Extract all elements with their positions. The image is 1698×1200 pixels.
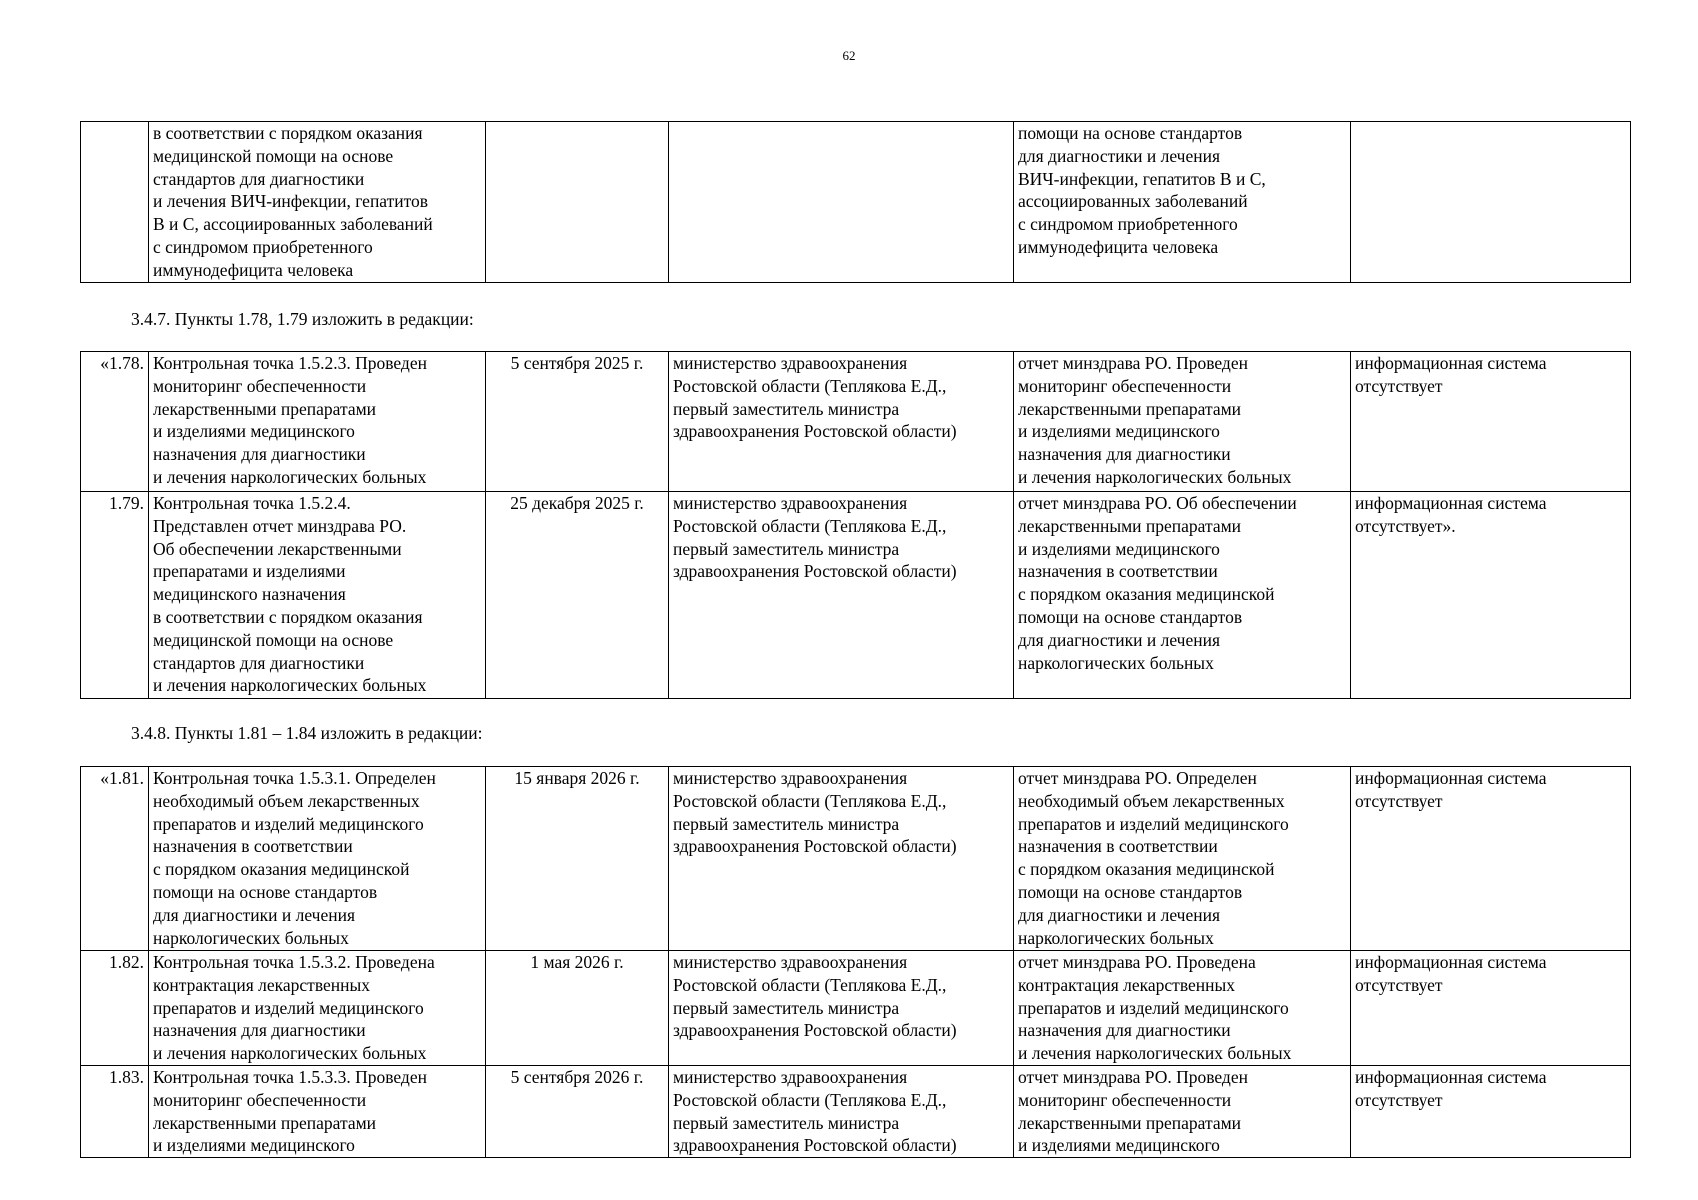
deadline-date: 1 мая 2026 г. [486, 951, 669, 1066]
table-row [81, 951, 1631, 1066]
deadline-date: 25 декабря 2025 г. [486, 492, 669, 699]
control-point-name: Контрольная точка 1.5.3.3. Проведен мониторинг обеспеченности лекарственными препаратами и изделиями медицинского [149, 1066, 486, 1158]
row-number: 1.83. [81, 1066, 149, 1158]
information-system: информационная система отсутствует [1351, 951, 1631, 1066]
result-document: отчет минздрава РО. Об обеспечении лекарственными препаратами и изделиями медицинского назначения в соответствии с порядком оказания медицинской помощи на основе стандартов для диагностики и лечения наркологических больных [1014, 492, 1351, 699]
result-document: отчет минздрава РО. Проведен мониторинг обеспеченности лекарственными препаратами и изделиями медицинского [1014, 1066, 1351, 1158]
information-system: информационная система отсутствует [1351, 1066, 1631, 1158]
control-point-name: Контрольная точка 1.5.2.3. Проведен мониторинг обеспеченности лекарственными препаратами и изделиями медицинского назначения для диагностики и лечения наркологических больных [149, 352, 486, 492]
information-system: информационная система отсутствует [1351, 767, 1631, 951]
information-system: информационная система отсутствует [1351, 352, 1631, 492]
deadline-date: 15 января 2026 г. [486, 767, 669, 951]
row-number: «1.81. [81, 767, 149, 951]
result-document: отчет минздрава РО. Проведен мониторинг обеспеченности лекарственными препаратами и изделиями медицинского назначения для диагностики и лечения наркологических больных [1014, 352, 1351, 492]
plan-table-continuation [80, 121, 1631, 283]
table-row [81, 122, 1631, 283]
table-row [81, 1066, 1631, 1158]
row-number: 1.82. [81, 951, 149, 1066]
deadline-date: 5 сентября 2025 г. [486, 352, 669, 492]
information-system: информационная система отсутствует». [1351, 492, 1631, 699]
deadline-date [486, 122, 669, 283]
amendment-paragraph: 3.4.8. Пункты 1.81 – 1.84 изложить в редакции: [131, 723, 483, 743]
plan-table-items-1-78-1-79 [80, 351, 1631, 699]
table-row [81, 352, 1631, 492]
control-point-name: Контрольная точка 1.5.2.4. Представлен отчет минздрава РО. Об обеспечении лекарственными препаратами и изделиями медицинского назначения в соответствии с порядком оказания медицинской помощи на основе стандартов для диагностики и лечения наркологических больных [149, 492, 486, 699]
control-point-name: Контрольная точка 1.5.3.1. Определен необходимый объем лекарственных препаратов и изделий медицинского назначения в соответствии с порядком оказания медицинской помощи на основе стандартов для диагностики и лечения наркологических больных [149, 767, 486, 951]
table-row [81, 767, 1631, 951]
table-row [81, 492, 1631, 699]
responsible-executor: министерство здравоохранения Ростовской области (Теплякова Е.Д., первый заместитель министра здравоохранения Ростовской области) [669, 1066, 1014, 1158]
responsible-executor: министерство здравоохранения Ростовской области (Теплякова Е.Д., первый заместитель министра здравоохранения Ростовской области) [669, 352, 1014, 492]
control-point-name: Контрольная точка 1.5.3.2. Проведена контрактация лекарственных препаратов и изделий медицинского назначения для диагностики и лечения наркологических больных [149, 951, 486, 1066]
responsible-executor: министерство здравоохранения Ростовской области (Теплякова Е.Д., первый заместитель министра здравоохранения Ростовской области) [669, 767, 1014, 951]
plan-table-items-1-81-1-84 [80, 766, 1631, 1158]
result-document: отчет минздрава РО. Проведена контрактация лекарственных препаратов и изделий медицинского назначения для диагностики и лечения наркологических больных [1014, 951, 1351, 1066]
information-system [1351, 122, 1631, 283]
responsible-executor: министерство здравоохранения Ростовской области (Теплякова Е.Д., первый заместитель министра здравоохранения Ростовской области) [669, 951, 1014, 1066]
result-document: отчет минздрава РО. Определен необходимый объем лекарственных препаратов и изделий медицинского назначения в соответствии с порядком оказания медицинской помощи на основе стандартов для диагностики и лечения наркологических больных [1014, 767, 1351, 951]
responsible-executor: министерство здравоохранения Ростовской области (Теплякова Е.Д., первый заместитель министра здравоохранения Ростовской области) [669, 492, 1014, 699]
page-number: 62 [842, 48, 856, 63]
row-number: 1.79. [81, 492, 149, 699]
row-number: «1.78. [81, 352, 149, 492]
responsible-executor [669, 122, 1014, 283]
control-point-name: в соответствии с порядком оказания медицинской помощи на основе стандартов для диагностики и лечения ВИЧ-инфекции, гепатитов В и С, ассоциированных заболеваний с синдромом приобретенного иммунодефицита человека [149, 122, 486, 283]
result-document: помощи на основе стандартов для диагностики и лечения ВИЧ-инфекции, гепатитов В и С, ассоциированных заболеваний с синдромом приобретенного иммунодефицита человека [1014, 122, 1351, 283]
row-number [81, 122, 149, 283]
amendment-paragraph: 3.4.7. Пункты 1.78, 1.79 изложить в редакции: [131, 309, 474, 329]
deadline-date: 5 сентября 2026 г. [486, 1066, 669, 1158]
